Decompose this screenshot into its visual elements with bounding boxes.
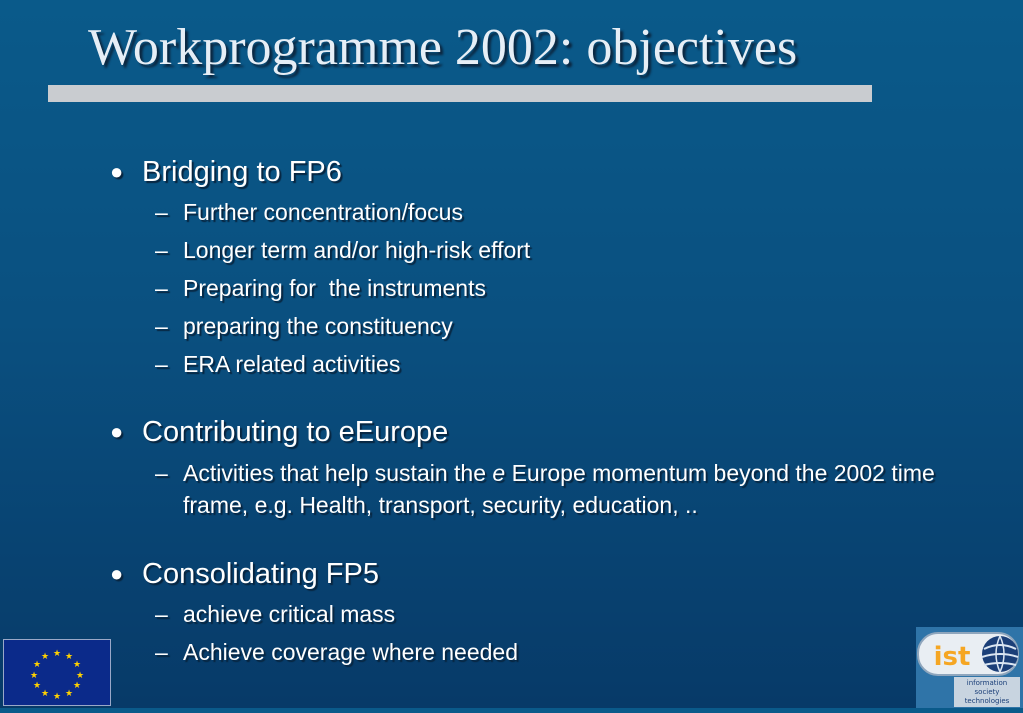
sub-item-text: Longer term and/or high-risk effort	[183, 237, 531, 263]
svg-text:★: ★	[52, 649, 62, 659]
sub-item-text	[183, 457, 943, 521]
svg-text:★: ★	[64, 689, 74, 699]
bullet-heading: Consolidating FP5	[142, 558, 379, 590]
svg-text:★: ★	[32, 660, 42, 670]
dash-icon: –	[155, 313, 168, 339]
ist-caption: society	[974, 688, 1000, 696]
ist-logo	[916, 627, 1023, 708]
svg-text:★: ★	[40, 689, 50, 699]
dash-icon: –	[155, 601, 168, 627]
ist-caption: information	[966, 679, 1008, 687]
dash-icon: –	[155, 639, 168, 665]
bullet-dot-icon: ●	[110, 159, 124, 184]
ist-logo-text: ist	[933, 642, 971, 672]
ist-caption: technologies	[964, 697, 1010, 705]
sub-item-text: achieve critical mass	[183, 601, 396, 627]
sub-item-text-italic: e	[492, 460, 506, 486]
svg-text:★: ★	[72, 660, 82, 670]
bullet-heading: Bridging to FP6	[142, 156, 342, 188]
dash-icon: –	[155, 351, 168, 377]
sub-item-text: preparing the constituency	[183, 313, 453, 339]
sub-item-text: ERA related activities	[183, 351, 401, 377]
dash-icon: –	[155, 237, 168, 263]
sub-item-text: Preparing for the instruments	[183, 275, 486, 301]
ist-globe-icon	[916, 627, 1023, 708]
svg-text:★: ★	[64, 652, 74, 662]
svg-text:★: ★	[75, 671, 85, 681]
bullet-heading: Contributing to eEurope	[142, 416, 449, 448]
bullet-dot-icon: ●	[110, 561, 124, 586]
svg-text:★: ★	[32, 681, 42, 691]
svg-text:★: ★	[72, 681, 82, 691]
eu-stars-icon	[4, 640, 110, 705]
sub-item-text-part: Europe momentum beyond the 2002 time frame, e.g. Health, transport, security, education, ..	[183, 460, 942, 518]
dash-icon: –	[155, 199, 168, 225]
dash-icon: –	[155, 460, 168, 486]
sub-item-text-part: Activities that help sustain the	[183, 460, 493, 486]
dash-icon: –	[155, 275, 168, 301]
bullet-dot-icon: ●	[110, 419, 124, 444]
sub-item-text: Achieve coverage where needed	[183, 639, 519, 665]
svg-text:★: ★	[29, 671, 39, 681]
eu-flag-logo	[3, 639, 111, 706]
svg-text:★: ★	[52, 692, 62, 702]
slide-title: Workprogramme 2002: objectives	[88, 19, 798, 76]
sub-item-text: Further concentration/focus	[183, 199, 463, 225]
svg-text:★: ★	[40, 652, 50, 662]
